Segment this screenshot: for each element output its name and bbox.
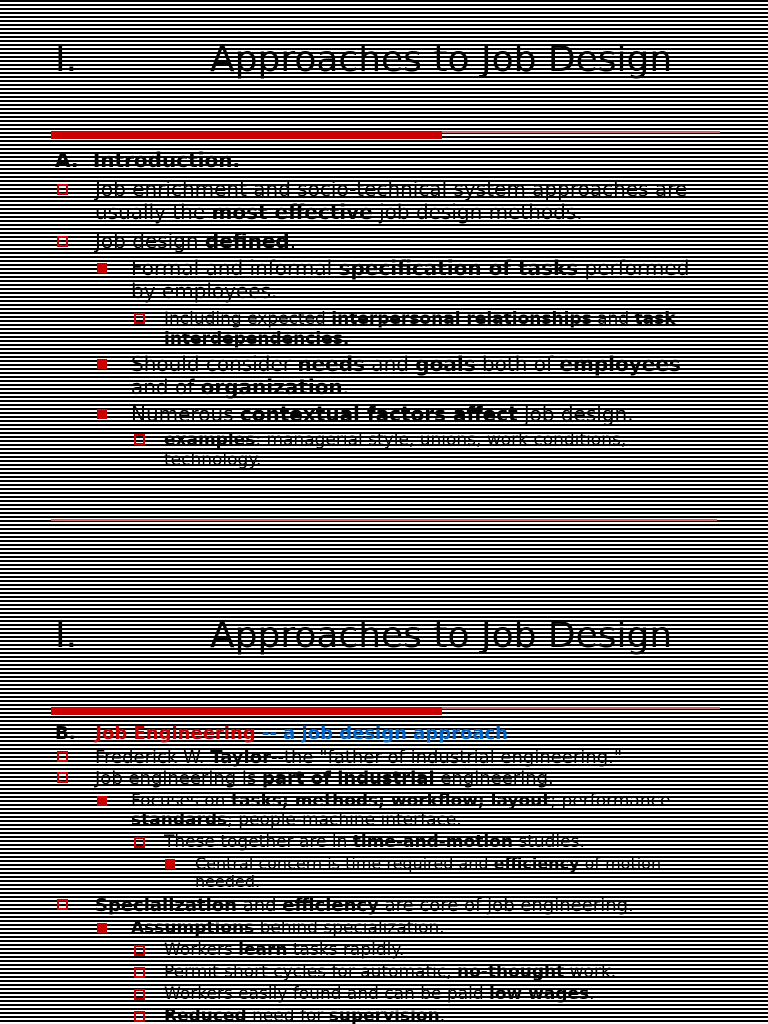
hollow-square-bullet-icon — [57, 751, 68, 762]
list-item: Permit short cycles for automatic, no-thought work. — [55, 963, 717, 982]
list-item: Frederick W. Taylor--the "father of industrial engineering." — [55, 747, 717, 768]
list-item: Workers learn tasks rapidly. — [55, 941, 717, 960]
hollow-square-bullet-icon — [57, 899, 68, 910]
hollow-square-bullet-icon — [57, 772, 68, 783]
section-heading — [55, 149, 717, 172]
title-number: I. — [55, 615, 78, 656]
hollow-square-bullet-icon — [57, 184, 68, 195]
title-number: I. — [55, 39, 78, 80]
title-text: Approaches to Job Design — [210, 615, 673, 656]
list-item: Specialization and efficiency are core of job engineering. — [55, 895, 717, 916]
slide-body — [55, 149, 717, 470]
hollow-square-bullet-icon — [134, 989, 145, 1000]
list-item: Central concern is time required and efficiency of motion needed. — [55, 855, 717, 891]
slide-title — [55, 616, 672, 656]
solid-square-bullet-icon — [97, 409, 107, 419]
hollow-square-bullet-icon — [57, 236, 68, 247]
list-item: Numerous contextual factors affect job design. — [55, 403, 717, 426]
title-rule-thin — [442, 707, 720, 709]
title-rule-thick — [51, 707, 442, 715]
section-heading-red: Job Engineering — [95, 723, 256, 744]
slide-body — [55, 723, 717, 1024]
solid-square-bullet-icon — [165, 859, 175, 869]
section-heading-text: Introduction. — [92, 148, 241, 172]
title-rule-thin — [442, 131, 720, 133]
solid-square-bullet-icon — [97, 263, 107, 273]
list-item: Should consider needs and goals both of employees and of organization. — [55, 353, 717, 399]
list-item: Formal and informal specification of tasks performed by employees. — [55, 257, 717, 303]
list-item: Assumptions behind specialization. — [55, 919, 717, 938]
section-letter: A. — [55, 148, 79, 172]
solid-square-bullet-icon — [97, 923, 107, 933]
slide-job-engineering — [0, 576, 768, 1024]
list-item: Job enrichment and socio-technical system approaches are usually the most effective job design methods. — [55, 178, 717, 224]
list-item: Reduced need for supervision. — [55, 1007, 717, 1024]
section-heading-blue: -- a job design approach — [255, 723, 508, 744]
list-item: Job engineering is part of industrial engineering. — [55, 768, 717, 789]
title-text: Approaches to Job Design — [210, 39, 673, 80]
section-heading — [55, 723, 717, 744]
list-item: examples: managerial style, unions, work conditions, technology. — [55, 430, 717, 470]
list-item: These together are in time-and-motion studies. — [55, 833, 717, 852]
list-item: Focuses on tasks; methods; workflow; layout; performance standards; people-machine interface. — [55, 792, 717, 830]
slide-footer-rule — [51, 519, 717, 521]
solid-square-bullet-icon — [97, 796, 107, 806]
hollow-square-bullet-icon — [134, 434, 145, 445]
list-item: Job design defined. — [55, 230, 717, 253]
list-item: Including expected interpersonal relationships and task interdependencies. — [55, 309, 717, 349]
section-letter: B. — [55, 723, 76, 744]
solid-square-bullet-icon — [97, 359, 107, 369]
hollow-square-bullet-icon — [134, 967, 145, 978]
hollow-square-bullet-icon — [134, 945, 145, 956]
hollow-square-bullet-icon — [134, 1011, 145, 1022]
title-rule-thick — [51, 131, 442, 139]
hollow-square-bullet-icon — [134, 313, 145, 324]
list-item: Workers easily found and can be paid low wages. — [55, 985, 717, 1004]
slide-title — [55, 40, 672, 80]
hollow-square-bullet-icon — [134, 837, 145, 848]
